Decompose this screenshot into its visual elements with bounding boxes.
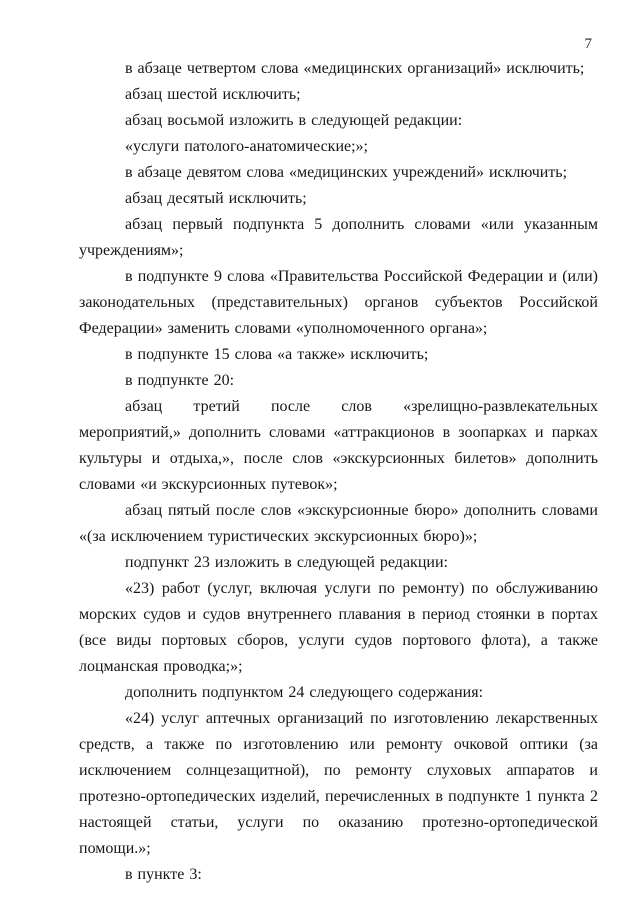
- paragraph: абзац шестой исключить;: [125, 86, 301, 103]
- paragraph: «24) услуг аптечных организаций по изготовлению лекарственных средств, а также по изготовлению или ремонту очковой оптики (за исключением солнцезащитной), по ремонту слуховых аппаратов и протезно-ортопедических изделий, перечисленных в подпункте 1 пункта 2 настоящей статьи, услуги по оказанию протезно-ортопедической помощи.»;: [79, 710, 598, 857]
- paragraph: подпункт 23 изложить в следующей редакции:: [125, 554, 448, 571]
- paragraph: в подпункте 15 слова «а также» исключить;: [125, 346, 429, 363]
- paragraph: в абзаце девятом слова «медицинских учреждений» исключить;: [125, 164, 568, 181]
- paragraph: в подпункте 20:: [125, 372, 235, 389]
- paragraph: абзац десятый исключить;: [125, 190, 307, 207]
- paragraph: абзац первый подпункта 5 дополнить словами «или указанным учреждениям»;: [79, 216, 598, 259]
- page-number: 7: [584, 36, 592, 52]
- paragraph: абзац пятый после слов «экскурсионные бюро» дополнить словами «(за исключением туристических экскурсионных бюро)»;: [79, 502, 598, 545]
- paragraph: «23) работ (услуг, включая услуги по ремонту) по обслуживанию морских судов и судов внутреннего плавания в период стоянки в портах (все виды портовых сборов, услуги судов портового флота), а также лоцманская проводка;»;: [79, 580, 598, 675]
- paragraph: в абзаце четвертом слова «медицинских организаций» исключить;: [125, 60, 585, 77]
- document-body: [79, 56, 598, 888]
- paragraph: абзац третий после слов «зрелищно-развлекательных мероприятий,» дополнить словами «аттракционов в зоопарках и парках культуры и отдыха,», после слов «экскурсионных билетов» дополнить словами «и экскурсионных путевок»;: [79, 398, 598, 493]
- paragraph: «услуги патолого-анатомические;»;: [125, 138, 368, 155]
- paragraph: абзац восьмой изложить в следующей редакции:: [125, 112, 463, 129]
- paragraph: в пункте 3:: [125, 866, 202, 883]
- paragraph: в подпункте 9 слова «Правительства Российской Федерации и (или) законодательных (представительных) органов субъектов Российской Федерации» заменить словами «уполномоченного органа»;: [79, 268, 598, 337]
- paragraph: дополнить подпунктом 24 следующего содержания:: [125, 684, 484, 701]
